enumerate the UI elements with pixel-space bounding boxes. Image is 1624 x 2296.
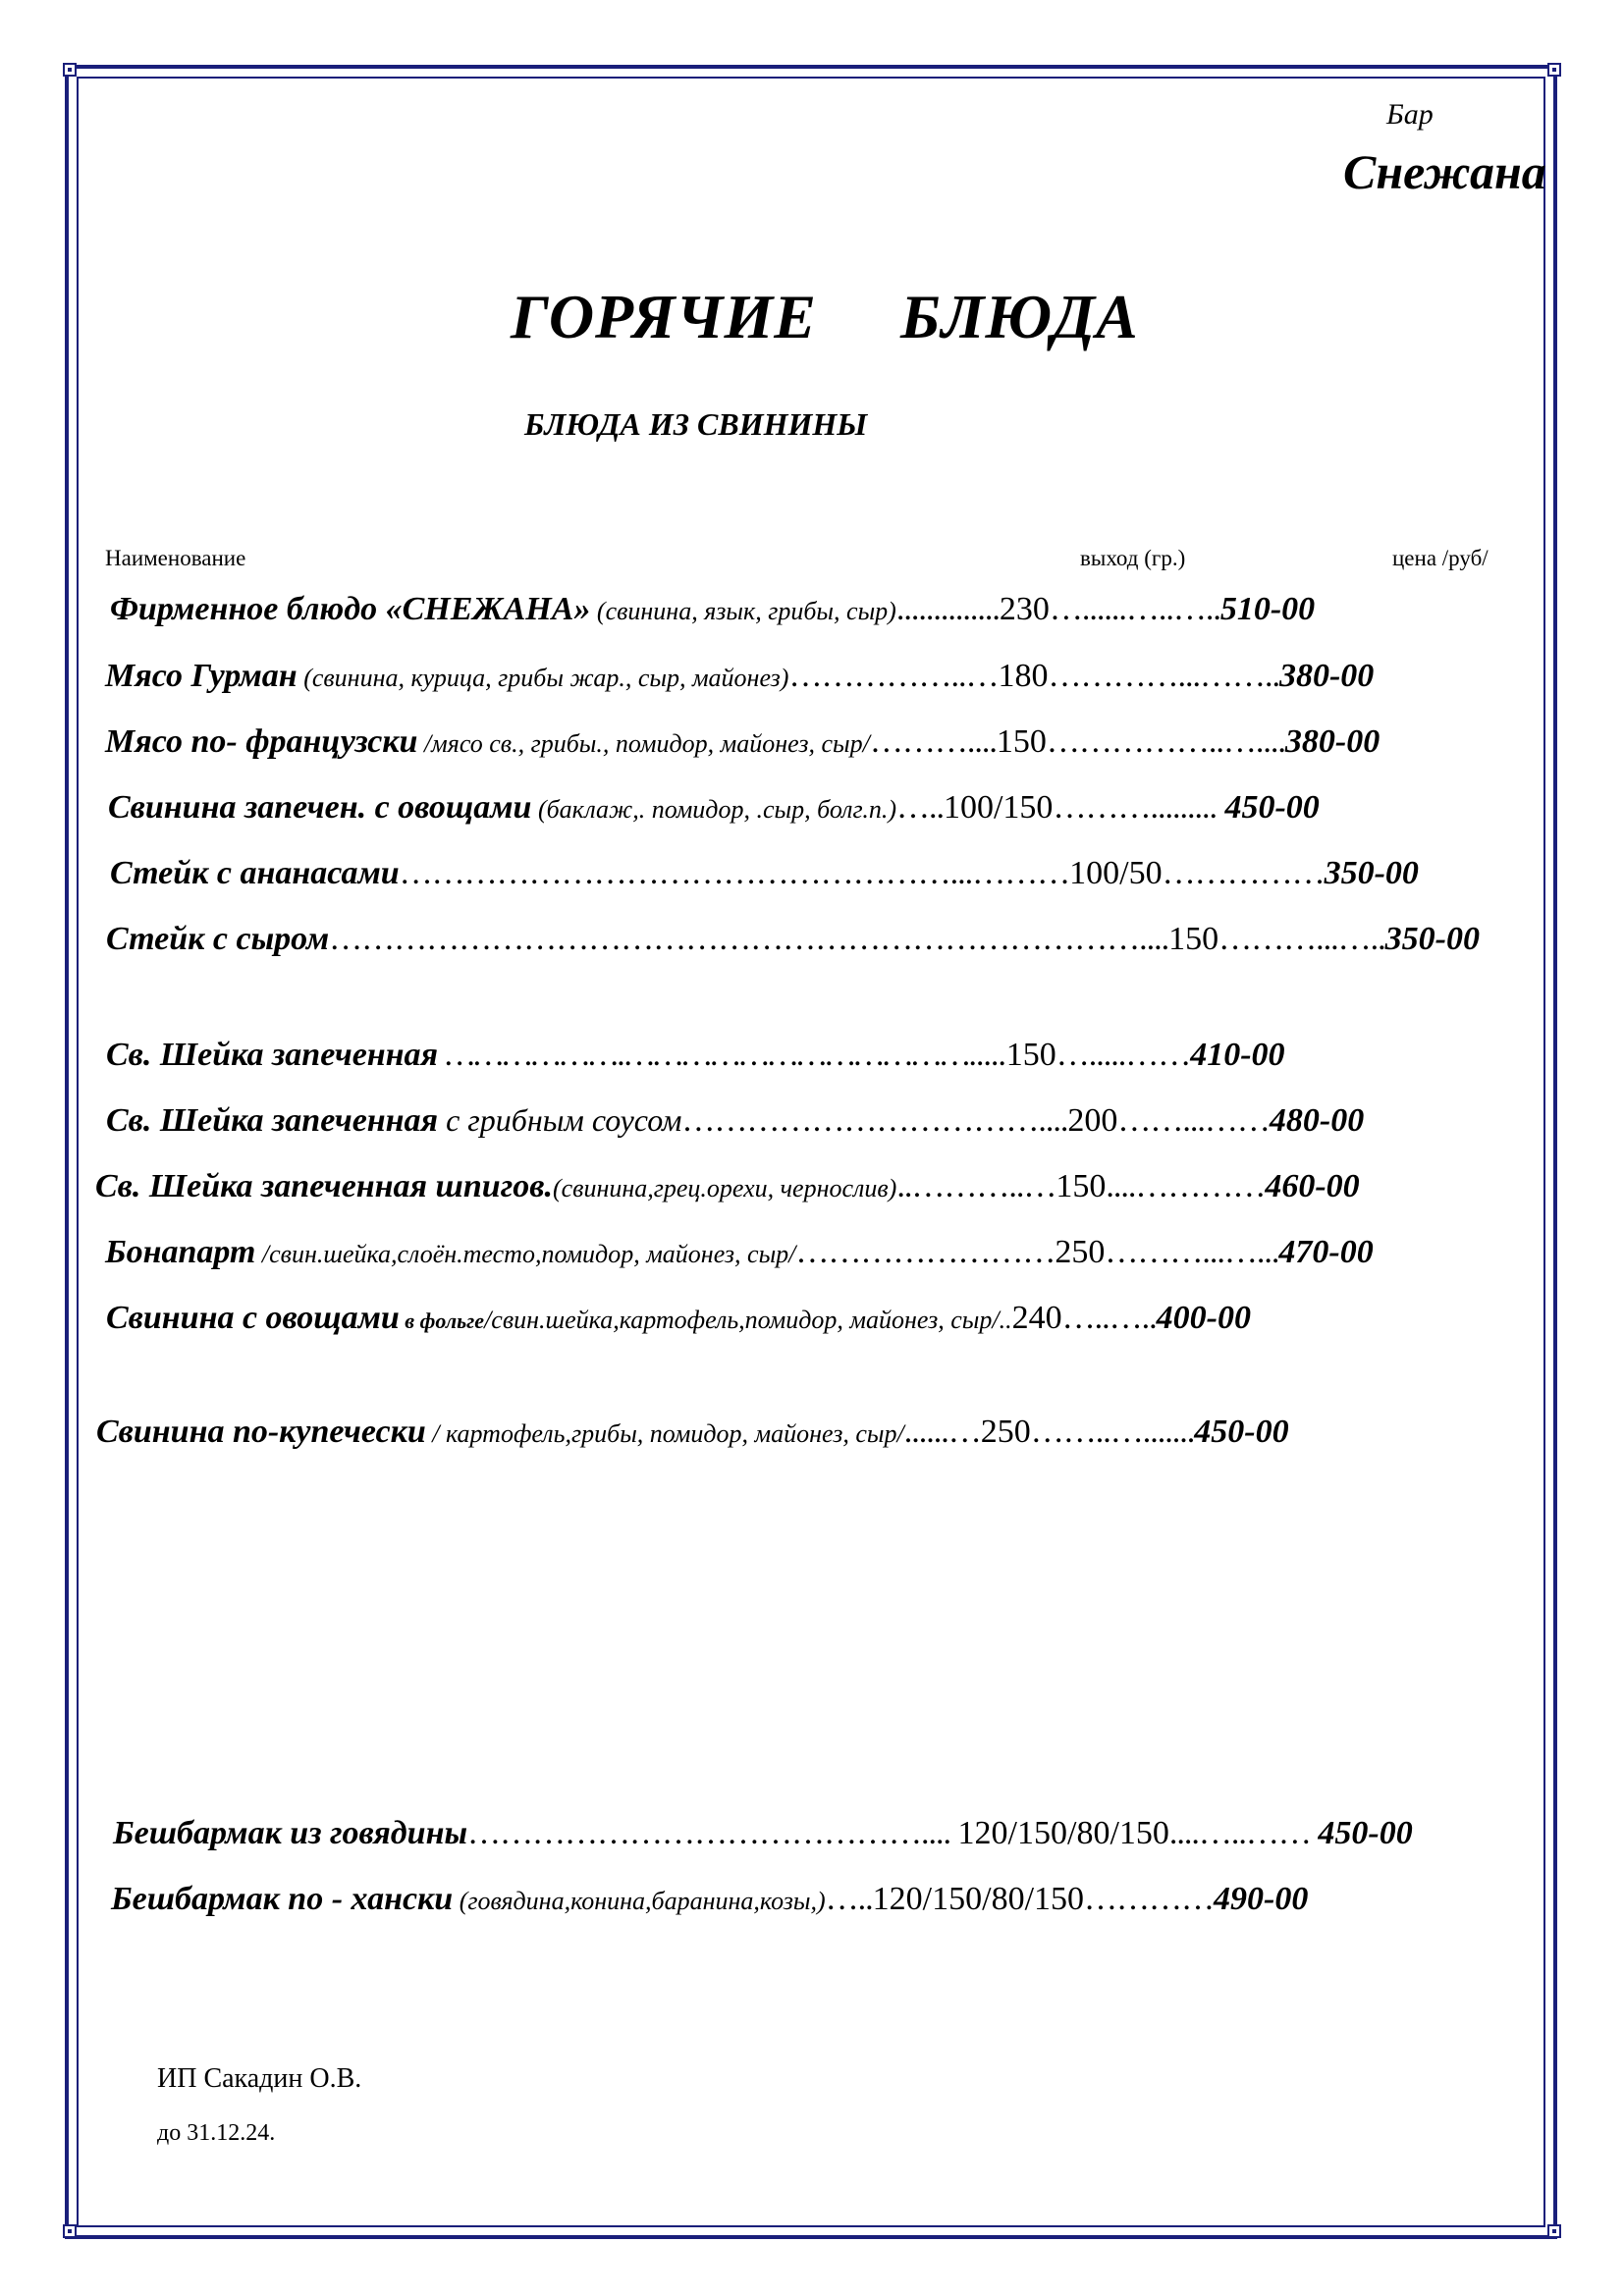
item-description: (баклаж,. помидор, .сыр, болг.п.): [531, 795, 896, 824]
item-yield: 150: [996, 723, 1047, 760]
item-price: 460-00: [1265, 1168, 1360, 1204]
item-name: Св. Шейка запеченная шпигов.: [95, 1168, 553, 1204]
item-name: Св. Шейка запеченная: [106, 1037, 439, 1073]
border-corner-ornament: [63, 63, 77, 77]
column-header-yield: выход (гр.): [1080, 546, 1186, 570]
item-name: Бешбармак по - хански: [111, 1881, 454, 1917]
item-leader-dots: …..…..: [1061, 1300, 1157, 1336]
item-description-bold: в фольге: [399, 1308, 485, 1333]
item-description: (говядина,конина,баранина,козы,): [453, 1887, 826, 1915]
column-header-price: цена /руб/: [1392, 546, 1489, 570]
footer-owner: ИП Сакадин О.В.: [157, 2063, 362, 2094]
item-leader-dots: …..: [895, 789, 944, 826]
item-name: Мясо Гурман: [105, 658, 298, 694]
item-leader-dots: ………...…..: [1218, 921, 1385, 957]
item-leader-dots: ……………………………………………...………: [399, 855, 1070, 891]
item-yield: 250: [1055, 1234, 1106, 1270]
menu-item: [106, 1039, 1285, 1072]
bar-name: Снежана: [1343, 144, 1546, 199]
border-corner-ornament: [1547, 63, 1561, 77]
menu-item: [110, 593, 1315, 626]
item-name: Свинина по-купечески: [96, 1414, 426, 1450]
item-leader-dots: ……………………………....: [681, 1102, 1068, 1139]
item-leader-dots: ..………..…: [896, 1168, 1056, 1204]
item-name: Свинина запечен. с овощами: [108, 789, 532, 826]
menu-subtitle: БЛЮДА ИЗ СВИНИНЫ: [524, 406, 868, 442]
menu-item: [105, 1236, 1374, 1269]
menu-item: [111, 1883, 1308, 1916]
menu-item: [113, 1817, 1413, 1850]
item-yield: 100/50: [1069, 855, 1163, 891]
menu-item: [110, 857, 1419, 890]
item-name: Бонапарт: [105, 1234, 256, 1270]
item-leader-dots: ……………….……………………………….....: [438, 1037, 1006, 1073]
item-description: / картофель,грибы, помидор, майонез, сыр/: [425, 1419, 904, 1448]
item-description: (свинина, курица, грибы жар., сыр, майонез): [297, 664, 789, 692]
item-price: 410-00: [1190, 1037, 1285, 1073]
item-price: 450-00: [1194, 1414, 1289, 1450]
item-price: 450-00: [1318, 1815, 1413, 1851]
menu-item: [105, 660, 1374, 693]
item-yield: 240: [1011, 1300, 1062, 1336]
item-price: 380-00: [1284, 723, 1380, 760]
item-leader-dots: ....…..……: [1168, 1815, 1319, 1851]
item-leader-dots: ..............: [895, 591, 1000, 627]
item-yield: 100/150: [943, 789, 1054, 826]
item-name: Мясо по- французски: [105, 723, 418, 760]
item-price: 510-00: [1219, 591, 1316, 627]
item-leader-dots: ……………..…....: [1046, 723, 1285, 760]
item-description: /свин.шейка,слоён.тесто,помидор, майонез, сыр/: [255, 1240, 796, 1268]
item-name: Св. Шейка запеченная: [106, 1102, 439, 1139]
item-leader-dots: …………………………………………………………………....: [329, 921, 1169, 957]
item-price: 470-00: [1278, 1234, 1374, 1270]
item-price: 480-00: [1269, 1102, 1365, 1139]
item-leader-dots: ……..….......: [1030, 1414, 1195, 1450]
item-yield: 150: [1168, 921, 1219, 957]
item-leader-dots: ………...…...: [1105, 1234, 1279, 1270]
item-yield: 200: [1067, 1102, 1118, 1139]
item-price: 350-00: [1324, 855, 1419, 891]
bar-label: Бар: [1386, 98, 1434, 131]
item-leader-dots: ……………..…: [788, 658, 999, 694]
item-yield: 120/150/80/150: [957, 1815, 1169, 1851]
item-description: /свин.шейка,картофель,помидор, майонез, сыр/..: [484, 1306, 1012, 1334]
item-leader-dots: ……………: [1162, 855, 1325, 891]
item-name: Бешбармак из говядины: [113, 1815, 468, 1851]
item-description: (свинина,грец.орехи, чернослив): [552, 1174, 897, 1202]
menu-item: [106, 1104, 1364, 1138]
item-name: Стейк с сыром: [106, 921, 330, 957]
item-yield: 120/150/80/150: [872, 1881, 1085, 1917]
item-price: 380-00: [1278, 658, 1375, 694]
border-corner-ornament: [63, 2224, 77, 2238]
item-yield: 150: [1056, 1168, 1107, 1204]
column-header-name: Наименование: [105, 546, 246, 570]
menu-item: [96, 1415, 1289, 1449]
menu-title: ГОРЯЧИЕ БЛЮДА: [511, 282, 1139, 351]
item-leader-dots: ……….........: [1053, 789, 1217, 826]
footer-valid-date: до 31.12.24.: [157, 2120, 276, 2146]
item-leader-dots: …......…..…..: [1049, 591, 1220, 627]
item-leader-dots: ....…………: [1106, 1168, 1266, 1204]
item-name: Стейк с ананасами: [110, 855, 400, 891]
item-name: Фирменное блюдо «СНЕЖАНА»: [110, 591, 591, 627]
item-description: с грибным соусом: [438, 1102, 682, 1138]
menu-item: [108, 791, 1320, 825]
item-price: 490-00: [1214, 1881, 1309, 1917]
item-yield: 150: [1005, 1037, 1056, 1073]
item-price: 450-00: [1216, 789, 1320, 826]
item-leader-dots: …………: [1084, 1881, 1215, 1917]
item-leader-dots: …………...……..: [1048, 658, 1279, 694]
item-leader-dots: ……………………: [795, 1234, 1056, 1270]
item-description: (свинина, язык, грибы, сыр): [590, 597, 896, 625]
item-price: 400-00: [1156, 1300, 1251, 1336]
item-leader-dots: …..: [825, 1881, 873, 1917]
item-yield: 250: [980, 1414, 1031, 1450]
item-leader-dots: ……………………………………....: [467, 1815, 958, 1851]
item-leader-dots: ………....: [869, 723, 997, 760]
item-yield: 230: [999, 591, 1050, 627]
item-yield: 180: [998, 658, 1049, 694]
item-leader-dots: ……...……: [1117, 1102, 1270, 1139]
menu-item: [106, 923, 1480, 956]
menu-item: [95, 1170, 1360, 1203]
border-corner-ornament: [1547, 2224, 1561, 2238]
menu-item: [105, 725, 1380, 759]
item-name: Свинина с овощами: [106, 1300, 400, 1336]
item-leader-dots: ......…: [903, 1414, 981, 1450]
item-leader-dots: ….....……: [1056, 1037, 1191, 1073]
menu-item: [106, 1302, 1251, 1335]
item-price: 350-00: [1384, 921, 1480, 957]
item-description: /мясо св., грибы., помидор, майонез, сыр/: [417, 729, 870, 758]
